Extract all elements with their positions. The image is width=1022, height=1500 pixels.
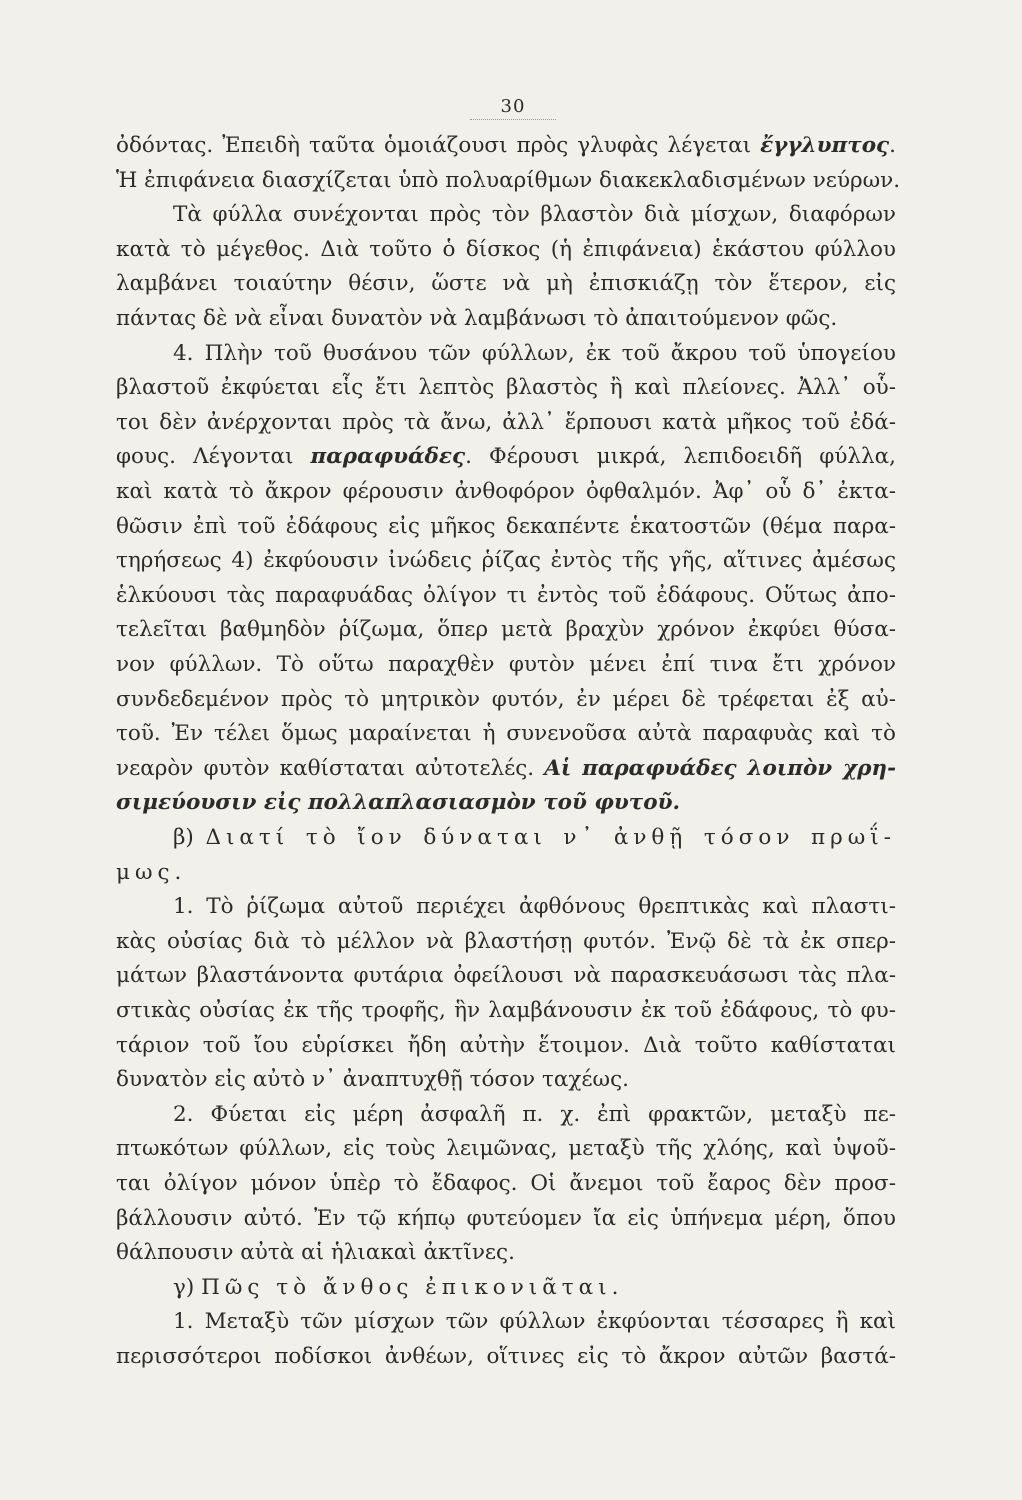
text-line <box>116 613 896 647</box>
text-segment: βάλλουσιν αὐτό. Ἐν τῷ κήπῳ φυτεύομεν ἴα εἰς ὑπήνεμα μέρη, ὅπου <box>116 1205 896 1231</box>
text-segment: 4. Πλὴν τοῦ θυσάνου τῶν φύλλων, ἐκ τοῦ ἄκρου τοῦ ὑπογείου <box>173 340 896 366</box>
text-segment: ὀδόντας. Ἐπειδὴ ταῦτα ὁμοιάζουσι πρὸς γλυφὰς λέγεται <box>116 133 761 158</box>
text-segment: μως. <box>116 859 187 885</box>
text-line <box>173 1098 896 1132</box>
text-line <box>116 1202 896 1236</box>
text-line <box>116 267 896 301</box>
text-line <box>116 129 896 163</box>
page-number: 30 <box>470 96 556 120</box>
text-segment: θάλπουσιν αὐτὰ αἱ ἡλιακαὶ ἀκτῖνες. <box>116 1240 515 1266</box>
text-line <box>116 925 896 959</box>
text-segment: ται ὀλίγον μόνον ὑπὲρ τὸ ἔδαφος. Οἱ ἄνεμοι τοῦ ἔαρος δὲν προσ- <box>116 1171 896 1196</box>
text-segment: τάριον τοῦ ἴου εὑρίσκει ἤδη αὐτὴν ἕτοιμον. Διὰ τοῦτο καθίσταται <box>116 1032 896 1058</box>
text-segment: νεαρὸν φυτὸν καθίσταται αὐτοτελές. <box>116 755 545 781</box>
text-segment: Διατί τὸ ἴον δύναται ν᾽ ἀνθῇ τόσον πρωΐ- <box>205 825 896 850</box>
text-line <box>116 544 896 578</box>
text-line <box>116 959 896 993</box>
text-segment: Τὰ φύλλα συνέχονται πρὸς τὸν βλαστὸν διὰ μίσχων, διαφόρων <box>173 202 896 228</box>
text-segment: Αἱ παραφυάδες λοιπὸν χρη- <box>544 755 896 781</box>
text-line <box>173 337 896 371</box>
text-segment: πάντας δὲ νὰ εἶναι δυνατὸν νὰ λαμβάνωσι τὸ ἀπαιτούμενον φῶς. <box>116 306 838 331</box>
text-segment: ἑλκύουσι τὰς παραφυάδας ὀλίγον τι ἐντὸς τοῦ ἐδάφους. Οὕτως ἀπο- <box>116 582 896 608</box>
text-segment: δυνατὸν εἰς αὐτὸ ν᾽ ἀναπτυχθῇ τόσον ταχέως. <box>116 1067 629 1093</box>
text-line <box>116 510 896 544</box>
text-line <box>116 648 896 682</box>
text-segment: βλαστοῦ ἐκφύεται εἷς ἔτι λεπτὸς βλαστὸς ἢ καὶ πλείονες. Ἀλλ᾽ οὗ- <box>116 375 896 401</box>
text-segment: Ἡ ἐπιφάνεια διασχίζεται ὑπὸ πολυαρίθμων διακεκλαδισμένων νεύρων. <box>116 167 901 193</box>
text-segment: κὰς οὐσίας διὰ τὸ μέλλον νὰ βλαστήσῃ φυτόν. Ἐνῷ δὲ τὰ ἐκ σπερ- <box>116 928 896 954</box>
text-line <box>116 752 896 786</box>
text-segment: τελεῖται βαθμηδὸν ῥίζωμα, ὅπερ μετὰ βραχὺν χρόνον ἐκφύει θύσα- <box>116 617 896 643</box>
text-segment: . <box>889 133 896 158</box>
text-segment: καὶ κατὰ τὸ ἄκρον φέρουσιν ἀνθοφόρον ὀφθαλμόν. Ἀφ᾽ οὗ δ᾽ ἐκτα- <box>116 479 896 504</box>
text-segment: . Φέρουσι μικρά, λεπιδοειδῆ φύλλα, <box>465 444 896 470</box>
text-line <box>116 164 901 198</box>
text-segment: νον φύλλων. Τὸ οὕτω παραχθὲν φυτὸν μένει ἐπί τινα ἔτι χρόνον <box>116 652 896 677</box>
text-line <box>116 1029 896 1063</box>
text-segment: 2. Φύεται εἰς μέρη ἀσφαλῆ π. χ. ἐπὶ φρακτῶν, μεταξὺ πε- <box>173 1101 896 1127</box>
text-segment: τοι δὲν ἀνέρχονται πρὸς τὰ ἄνω, ἀλλ᾽ ἕρπουσι κατὰ μῆκος τοῦ ἐδά- <box>116 409 896 435</box>
text-segment: τοῦ. Ἐν τέλει ὅμως μαραίνεται ἡ συνενοῦσα αὐτὰ παραφυὰς καὶ τὸ <box>116 721 896 747</box>
text-line <box>116 786 896 820</box>
text-segment: συνδεδεμένον πρὸς τὸ μητρικὸν φυτόν, ἐν μέρει δὲ τρέφεται ἐξ αὐ- <box>116 686 896 712</box>
text-line <box>116 302 896 336</box>
text-line <box>116 371 896 405</box>
text-line <box>173 1305 896 1339</box>
text-segment: τηρήσεως 4) ἐκφύουσιν ἰνώδεις ῥίζας ἐντὸς τῆς γῆς, αἵτινες ἀμέσως <box>116 548 896 574</box>
text-segment: μάτων βλαστάνοντα φυτάρια ὀφείλουσι νὰ παρασκευάσωσι τὰς πλα- <box>116 963 896 989</box>
text-line <box>173 890 896 924</box>
text-line <box>116 856 896 890</box>
text-segment: περισσότεροι ποδίσκοι ἀνθέων, οἵτινες εἰς τὸ ἄκρον αὐτῶν βαστά- <box>116 1344 896 1369</box>
text-line <box>116 475 896 509</box>
text-line <box>116 1132 896 1166</box>
text-line <box>116 1063 896 1097</box>
text-segment: στικὰς οὐσίας ἐκ τῆς τροφῆς, ἣν λαμβάνουσιν ἐκ τοῦ ἐδάφους, τὸ φυ- <box>116 998 896 1023</box>
text-segment: παραφυάδες <box>310 444 466 470</box>
text-line <box>116 1340 896 1374</box>
text-line <box>116 233 896 267</box>
text-line <box>116 683 896 717</box>
text-line <box>116 440 896 474</box>
text-segment: πτωκότων φύλλων, εἰς τοὺς λειμῶνας, μεταξὺ τῆς χλόης, καὶ ὑψοῦ- <box>116 1136 896 1162</box>
text-segment: ἔγγλυπτος <box>760 133 890 158</box>
text-segment: κατὰ τὸ μέγεθος. Διὰ τοῦτο ὁ δίσκος (ἡ ἐπιφάνεια) ἑκάστου φύλλου <box>116 236 896 262</box>
text-line <box>116 1167 896 1201</box>
text-line <box>116 994 896 1028</box>
text-line <box>116 717 896 751</box>
text-segment: β) <box>173 825 206 850</box>
text-segment: φους. Λέγονται <box>116 444 311 470</box>
text-line <box>173 1271 896 1305</box>
text-segment: γ) <box>173 1274 202 1300</box>
text-line <box>173 198 896 232</box>
text-segment: σιμεύουσιν εἰς πολλαπλασιασμὸν τοῦ φυτοῦ. <box>116 790 680 816</box>
text-line <box>116 579 896 613</box>
text-line <box>116 1236 896 1270</box>
text-line <box>173 821 896 855</box>
text-segment: θῶσιν ἐπὶ τοῦ ἐδάφους εἰς μῆκος δεκαπέντε ἑκατοστῶν (θέμα παρα- <box>116 513 896 539</box>
text-segment: Πῶς τὸ ἄνθος ἐπικονιᾶται. <box>201 1274 624 1300</box>
text-segment: 1. Μεταξὺ τῶν μίσχων τῶν φύλλων ἐκφύονται τέσσαρες ἢ καὶ <box>173 1309 896 1335</box>
text-line <box>116 406 896 440</box>
text-segment: λαμβάνει τοιαύτην θέσιν, ὥστε νὰ μὴ ἐπισκιάζῃ τὸν ἕτερον, εἰς <box>116 271 896 297</box>
text-segment: 1. Τὸ ῥίζωμα αὐτοῦ περιέχει ἀφθόνους θρεπτικὰς καὶ πλαστι- <box>173 894 896 920</box>
